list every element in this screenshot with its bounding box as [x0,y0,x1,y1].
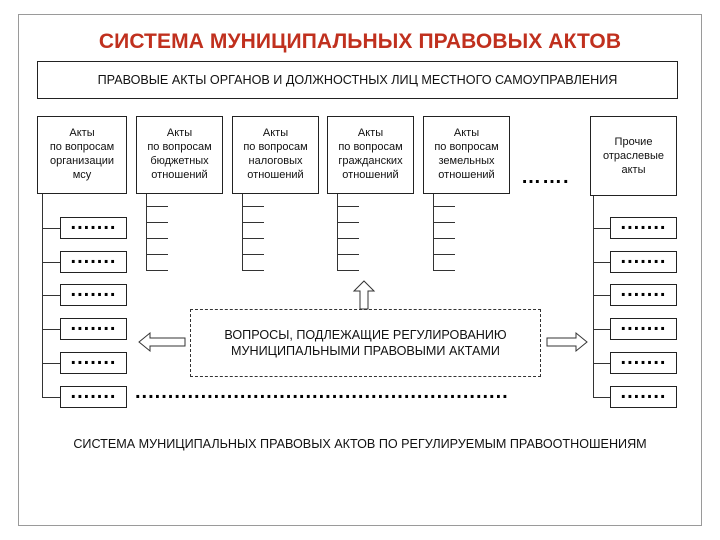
category-box-land [423,116,510,194]
left-branch [42,363,60,364]
civil-branch [337,222,359,223]
left-branch [42,228,60,229]
right-act-placeholder [610,217,677,239]
right-tree-trunk [593,196,594,398]
right-act-placeholder [610,284,677,306]
central-regulation-box [190,309,541,377]
dot-placeholder: ....... [620,217,667,234]
right-arrow-icon [546,332,588,352]
budget-branch [146,206,168,207]
category-label: Акты по вопросам налоговых отношений [243,127,308,181]
left-branch [42,329,60,330]
left-tree-trunk [42,194,43,398]
up-arrow-icon [353,280,375,310]
left-act-placeholder [60,386,127,408]
tax-branch [242,238,264,239]
category-box-civil [327,116,414,194]
dot-placeholder: ....... [620,251,667,268]
land-branch [433,222,455,223]
left-act-placeholder [60,251,127,273]
right-branch [593,363,610,364]
dot-placeholder: ....... [70,217,117,234]
land-branch [433,206,455,207]
category-label: Акты по вопросам гражданских отношений [338,127,403,181]
right-branch [593,397,610,398]
civil-branch [337,238,359,239]
tax-branch [242,222,264,223]
land-branch [433,238,455,239]
civil-branch [337,270,359,271]
budget-branch [146,222,168,223]
dot-placeholder: ....... [70,284,117,301]
dot-placeholder: ....... [620,352,667,369]
right-branch [593,228,610,229]
right-branch [593,295,610,296]
page-title: СИСТЕМА МУНИЦИПАЛЬНЫХ ПРАВОВЫХ АКТОВ [98,30,622,53]
top-box-label: ПРАВОВЫЕ АКТЫ ОРГАНОВ И ДОЛЖНОСТНЫХ ЛИЦ МЕСТНОГО САМОУПРАВЛЕНИЯ [97,73,618,87]
right-act-placeholder [610,386,677,408]
left-act-placeholder [60,318,127,340]
bottom-caption: СИСТЕМА МУНИЦИПАЛЬНЫХ ПРАВОВЫХ АКТОВ ПО РЕГУЛИРУЕМЫМ ПРАВООТНОШЕНИЯМ [73,437,647,451]
left-act-placeholder [60,217,127,239]
category-label: Акты по вопросам земельных отношений [434,127,499,181]
category-label: Акты по вопросам организации мсу [49,127,115,181]
right-branch [593,262,610,263]
budget-branch [146,238,168,239]
left-branch [42,397,60,398]
left-arrow-icon [138,332,186,352]
civil-branch [337,206,359,207]
dot-placeholder: ....... [620,386,667,403]
left-act-placeholder [60,352,127,374]
category-box-budget [136,116,223,194]
tax-branch [242,254,264,255]
left-branch [42,262,60,263]
right-act-placeholder [610,318,677,340]
left-branch [42,295,60,296]
dot-placeholder: ....... [620,284,667,301]
tax-branch [242,270,264,271]
dot-placeholder: ....... [70,318,117,335]
dot-placeholder: ....... [620,318,667,335]
left-act-placeholder [60,284,127,306]
right-branch [593,329,610,330]
top-box-legal-acts [37,61,678,99]
civil-branch [337,254,359,255]
category-box-other [590,116,677,196]
dot-placeholder: ....... [70,251,117,268]
category-box-tax [232,116,319,194]
category-label: Акты по вопросам бюджетных отношений [147,127,212,181]
land-branch [433,254,455,255]
land-branch [433,270,455,271]
dot-placeholder: ....... [70,386,117,403]
more-categories-ellipsis: ……. [521,166,570,188]
budget-branch [146,254,168,255]
tax-branch [242,206,264,207]
budget-branch [146,270,168,271]
right-act-placeholder [610,352,677,374]
dot-placeholder: ....... [70,352,117,369]
right-act-placeholder [610,251,677,273]
category-box-msu-organization [37,116,127,194]
bottom-dotted-row: ......................................................... [135,381,509,403]
category-label: Прочие отраслевые акты [602,136,665,176]
central-box-label: ВОПРОСЫ, ПОДЛЕЖАЩИЕ РЕГУЛИРОВАНИЮ МУНИЦИПАЛЬНЫМИ ПРАВОВЫМИ АКТАМИ [224,328,507,358]
